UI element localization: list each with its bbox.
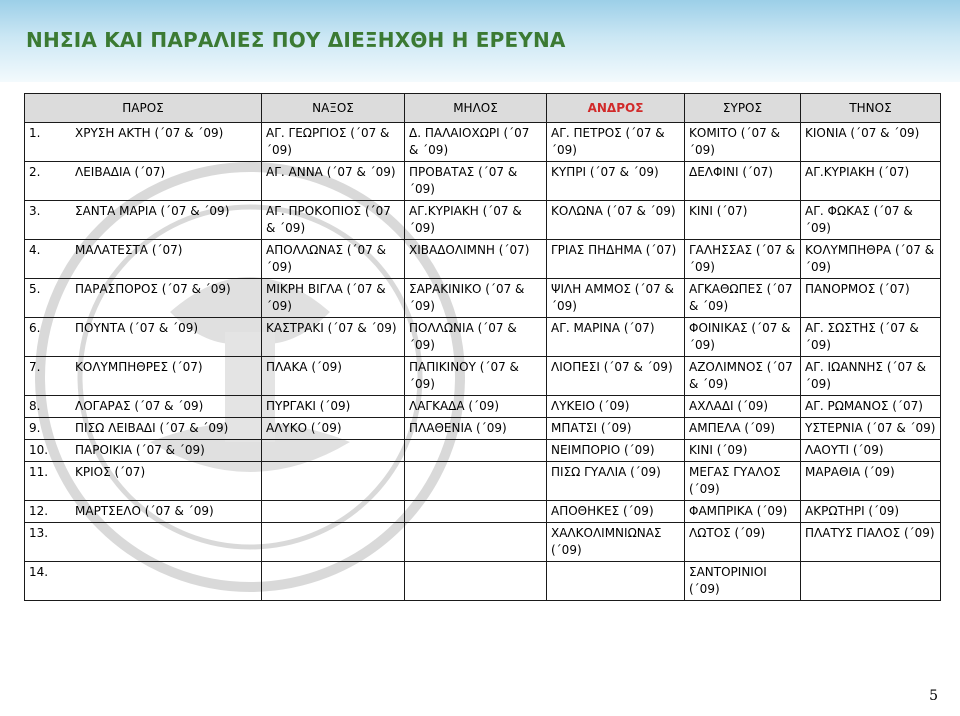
table-row (25, 201, 941, 240)
table-cell (801, 279, 941, 318)
beach-name: ΣΑΡΑΚΙΝΙΚΟ (΄07 & ΄09) (409, 282, 525, 313)
row-number: 14. (29, 565, 49, 579)
beach-name: ΝΕΙΜΠΟΡΙΟ (΄09) (551, 443, 655, 457)
table-cell (405, 240, 547, 279)
table-cell (685, 240, 801, 279)
table-cell (25, 562, 262, 601)
table-cell (405, 279, 547, 318)
table-cell (801, 123, 941, 162)
table-cell (262, 123, 405, 162)
table-cell (801, 440, 941, 462)
table-cell (405, 440, 547, 462)
table-cell (685, 523, 801, 562)
table-cell (685, 396, 801, 418)
table-cell (547, 462, 685, 501)
table-cell (25, 240, 262, 279)
table-cell (685, 357, 801, 396)
beach-name: ΛΟΓΑΡΑΣ (΄07 & ΄09) (75, 399, 204, 413)
beach-name: ΧΙΒΑΔΟΛΙΜΝΗ (΄07) (409, 243, 530, 257)
beach-name: ΜΙΚΡΗ ΒΙΓΛΑ (΄07 & ΄09) (266, 282, 386, 313)
beach-name: ΚΟΛΥΜΠΗΘΡΕΣ (΄07) (75, 360, 203, 374)
table-cell (547, 523, 685, 562)
table-cell (25, 462, 262, 501)
beach-name: ΠΛΑΘΕΝΙΑ (΄09) (409, 421, 507, 435)
beach-name: ΜΠΑΤΣΙ (΄09) (551, 421, 632, 435)
table-cell (25, 523, 262, 562)
beach-name: ΑΠΟΘΗΚΕΣ (΄09) (551, 504, 654, 518)
table-cell (262, 501, 405, 523)
table-cell (25, 396, 262, 418)
table-cell (405, 523, 547, 562)
beach-name: ΠΑΝΟΡΜΟΣ (΄07) (805, 282, 910, 296)
table-cell (262, 279, 405, 318)
beach-name: ΚΙΝΙ (΄09) (689, 443, 748, 457)
beach-name: ΚΟΛΥΜΠΗΘΡΑ (΄07 & ΄09) (805, 243, 935, 274)
table-cell (547, 418, 685, 440)
table-cell (547, 396, 685, 418)
row-number: 1. (29, 126, 41, 140)
table-cell (25, 501, 262, 523)
row-number: 13. (29, 526, 49, 540)
table-cell (25, 318, 262, 357)
beach-name: ΛΑΟΥΤΙ (΄09) (805, 443, 884, 457)
beach-name: ΓΑΛΗΣΣΑΣ (΄07 & ΄09) (689, 243, 796, 274)
beach-name: ΣΑΝΤΟΡΙΝΙΟΙ (΄09) (689, 565, 767, 596)
table-cell (405, 462, 547, 501)
beach-name: ΑΚΡΩΤΗΡΙ (΄09) (805, 504, 900, 518)
table-cell (25, 201, 262, 240)
table-row (25, 523, 941, 562)
table-cell (801, 418, 941, 440)
beach-name: ΠΙΣΩ ΛΕΙΒΑΔΙ (΄07 & ΄09) (75, 421, 229, 435)
header-syros: ΣΥΡΟΣ (685, 94, 801, 123)
page-title: ΝΗΣΙΑ ΚΑΙ ΠΑΡΑΛΙΕΣ ΠΟΥ ΔΙΕΞΗΧΘΗ Η ΕΡΕΥΝΑ (26, 28, 566, 52)
table-cell (25, 440, 262, 462)
beach-name: ΚΑΣΤΡΑΚΙ (΄07 & ΄09) (266, 321, 397, 335)
beach-name: ΥΣΤΕΡΝΙΑ (΄07 & ΄09) (805, 421, 936, 435)
table-row (25, 396, 941, 418)
beach-name: ΧΑΛΚΟΛΙΜΝΙΩΝΑΣ (΄09) (551, 526, 662, 557)
table-cell (262, 318, 405, 357)
table-cell (25, 418, 262, 440)
beach-name: ΠΡΟΒΑΤΑΣ (΄07 & ΄09) (409, 165, 518, 196)
row-number: 6. (29, 321, 41, 335)
table-cell (405, 162, 547, 201)
table-cell (801, 462, 941, 501)
beach-name: ΛΑΓΚΑΔΑ (΄09) (409, 399, 500, 413)
table-cell (685, 123, 801, 162)
table-cell (547, 240, 685, 279)
beach-name: ΚΡΙΟΣ (΄07) (75, 465, 146, 479)
beach-name: ΑΧΛΑΔΙ (΄09) (689, 399, 769, 413)
beach-name: ΑΓΚΑΘΩΠΕΣ (΄07 & ΄09) (689, 282, 793, 313)
islands-beaches-table (24, 93, 941, 601)
beach-name: ΠΛΑΤΥΣ ΓΙΑΛΟΣ (΄09) (805, 526, 935, 540)
row-number: 8. (29, 399, 41, 413)
beach-name: ΦΑΜΠΡΙΚΑ (΄09) (689, 504, 788, 518)
table-cell (262, 523, 405, 562)
beach-name: ΠΑΠΙΚΙΝΟΥ (΄07 & ΄09) (409, 360, 519, 391)
table-cell (801, 240, 941, 279)
beach-name: ΠΟΥΝΤΑ (΄07 & ΄09) (75, 321, 199, 335)
beach-name: ΜΑΛΑΤΕΣΤΑ (΄07) (75, 243, 183, 257)
table-row (25, 501, 941, 523)
table-row (25, 562, 941, 601)
table-cell (405, 318, 547, 357)
beach-name: ΑΠΟΛΛΩΝΑΣ (΄07 & ΄09) (266, 243, 386, 274)
table-cell (801, 501, 941, 523)
table-cell (801, 162, 941, 201)
row-number: 9. (29, 421, 41, 435)
table-cell (801, 318, 941, 357)
header-paros: ΠΑΡΟΣ (25, 94, 262, 123)
table-row (25, 357, 941, 396)
beach-name: Δ. ΠΑΛΑΙΟΧΩΡΙ (΄07 & ΄09) (409, 126, 530, 157)
table-cell (685, 162, 801, 201)
header-naxos: ΝΑΞΟΣ (262, 94, 405, 123)
table-header-row (25, 94, 941, 123)
beach-name: ΑΓ. ΠΡΟΚΟΠΙΟΣ (΄07 & ΄09) (266, 204, 391, 235)
beach-name: ΧΡΥΣΗ ΑΚΤΗ (΄07 & ΄09) (75, 126, 224, 140)
table-cell (547, 357, 685, 396)
table-cell (262, 240, 405, 279)
header-andros: ΑΝΔΡΟΣ (547, 94, 685, 123)
row-number: 4. (29, 243, 41, 257)
table-cell (405, 501, 547, 523)
table-cell (801, 201, 941, 240)
table-cell (262, 162, 405, 201)
beach-name: ΔΕΛΦΙΝΙ (΄07) (689, 165, 773, 179)
table-cell (405, 418, 547, 440)
table-cell (547, 201, 685, 240)
table-row (25, 462, 941, 501)
beach-name: ΑΓ.ΚΥΡΙΑΚΗ (΄07) (805, 165, 910, 179)
beach-name: ΠΛΑΚΑ (΄09) (266, 360, 342, 374)
beach-name: ΑΓ. ΓΕΩΡΓΙΟΣ (΄07 & ΄09) (266, 126, 390, 157)
row-number: 2. (29, 165, 41, 179)
beach-name: ΑΓ. ΠΕΤΡΟΣ (΄07 & ΄09) (551, 126, 665, 157)
beach-name: ΛΥΚΕΙΟ (΄09) (551, 399, 630, 413)
table-cell (25, 123, 262, 162)
table-cell (547, 501, 685, 523)
table-cell (801, 523, 941, 562)
beach-name: ΛΙΟΠΕΣΙ (΄07 & ΄09) (551, 360, 673, 374)
beach-name: ΠΑΡΑΣΠΟΡΟΣ (΄07 & ΄09) (75, 282, 231, 296)
beach-name: ΛΩΤΟΣ (΄09) (689, 526, 766, 540)
table-row (25, 240, 941, 279)
table-body (25, 123, 941, 601)
table-cell (547, 279, 685, 318)
table-cell (405, 562, 547, 601)
beach-name: ΑΓ. ΡΩΜΑΝΟΣ (΄07) (805, 399, 923, 413)
table-cell (405, 357, 547, 396)
table-row (25, 279, 941, 318)
beach-name: ΠΥΡΓΑΚΙ (΄09) (266, 399, 351, 413)
beach-name: ΦΟΙΝΙΚΑΣ (΄07 & ΄09) (689, 321, 791, 352)
beach-name: ΚΙΝΙ (΄07) (689, 204, 748, 218)
header-milos: ΜΗΛΟΣ (405, 94, 547, 123)
beach-name: ΜΕΓΑΣ ΓΥΑΛΟΣ (΄09) (689, 465, 781, 496)
table-row (25, 418, 941, 440)
row-number: 11. (29, 465, 49, 479)
table-cell (262, 201, 405, 240)
beach-name: ΜΑΡΑΘΙΑ (΄09) (805, 465, 895, 479)
row-number: 3. (29, 204, 41, 218)
table-cell (685, 501, 801, 523)
table-cell (685, 318, 801, 357)
beach-name: ΚΟΛΩΝΑ (΄07 & ΄09) (551, 204, 676, 218)
beach-name: ΣΑΝΤΑ ΜΑΡΙΑ (΄07 & ΄09) (75, 204, 230, 218)
page-number: 5 (929, 688, 938, 704)
table-cell (685, 440, 801, 462)
table-cell (262, 562, 405, 601)
beach-name: ΑΓ. ΜΑΡΙΝΑ (΄07) (551, 321, 655, 335)
table-row (25, 123, 941, 162)
row-number: 12. (29, 504, 49, 518)
table-cell (685, 201, 801, 240)
table-cell (25, 279, 262, 318)
table-cell (685, 279, 801, 318)
table-cell (25, 357, 262, 396)
table-cell (685, 462, 801, 501)
table-cell (405, 123, 547, 162)
beach-name: ΛΕΙΒΑΔΙΑ (΄07) (75, 165, 166, 179)
beach-name: ΠΟΛΛΩΝΙΑ (΄07 & ΄09) (409, 321, 517, 352)
table-row (25, 440, 941, 462)
row-number: 5. (29, 282, 41, 296)
beach-name: ΑΓ.ΚΥΡΙΑΚΗ (΄07 & ΄09) (409, 204, 522, 235)
table-cell (262, 357, 405, 396)
table-cell (547, 440, 685, 462)
beach-name: ΠΙΣΩ ΓΥΑΛΙΑ (΄09) (551, 465, 661, 479)
beach-name: ΑΓ. ΙΩΑΝΝΗΣ (΄07 & ΄09) (805, 360, 926, 391)
beach-name: ΑΓ. ΣΩΣΤΗΣ (΄07 & ΄09) (805, 321, 919, 352)
beach-name: ΚΥΠΡΙ (΄07 & ΄09) (551, 165, 659, 179)
beach-name: ΑΓ. ΑΝΝΑ (΄07 & ΄09) (266, 165, 396, 179)
table-cell (262, 440, 405, 462)
table-cell (547, 162, 685, 201)
header-tinos: ΤΗΝΟΣ (801, 94, 941, 123)
beach-name: ΚΟΜΙΤΟ (΄07 & ΄09) (689, 126, 780, 157)
table-cell (547, 318, 685, 357)
beach-name: ΑΓ. ΦΩΚΑΣ (΄07 & ΄09) (805, 204, 913, 235)
table-cell (801, 562, 941, 601)
table-cell (547, 562, 685, 601)
beach-name: ΠΑΡΟΙΚΙΑ (΄07 & ΄09) (75, 443, 205, 457)
table-cell (801, 357, 941, 396)
beach-name: ΜΑΡΤΣΕΛΟ (΄07 & ΄09) (75, 504, 214, 518)
row-number: 7. (29, 360, 41, 374)
row-number: 10. (29, 443, 49, 457)
table-cell (262, 396, 405, 418)
beach-name: ΑΖΟΛΙΜΝΟΣ (΄07 & ΄09) (689, 360, 793, 391)
beach-name: ΓΡΙΑΣ ΠΗΔΗΜΑ (΄07) (551, 243, 677, 257)
table-cell (685, 418, 801, 440)
table-row (25, 318, 941, 357)
table-row (25, 162, 941, 201)
table-cell (547, 123, 685, 162)
table-cell (405, 396, 547, 418)
beach-name: ΑΜΠΕΛΑ (΄09) (689, 421, 776, 435)
table-cell (405, 201, 547, 240)
beach-name: ΨΙΛΗ ΑΜΜΟΣ (΄07 & ΄09) (551, 282, 674, 313)
table-cell (25, 162, 262, 201)
table-cell (262, 462, 405, 501)
table-cell (262, 418, 405, 440)
beach-name: ΑΛΥΚΟ (΄09) (266, 421, 342, 435)
beach-name: ΚΙΟΝΙΑ (΄07 & ΄09) (805, 126, 920, 140)
table-cell (801, 396, 941, 418)
table-cell (685, 562, 801, 601)
